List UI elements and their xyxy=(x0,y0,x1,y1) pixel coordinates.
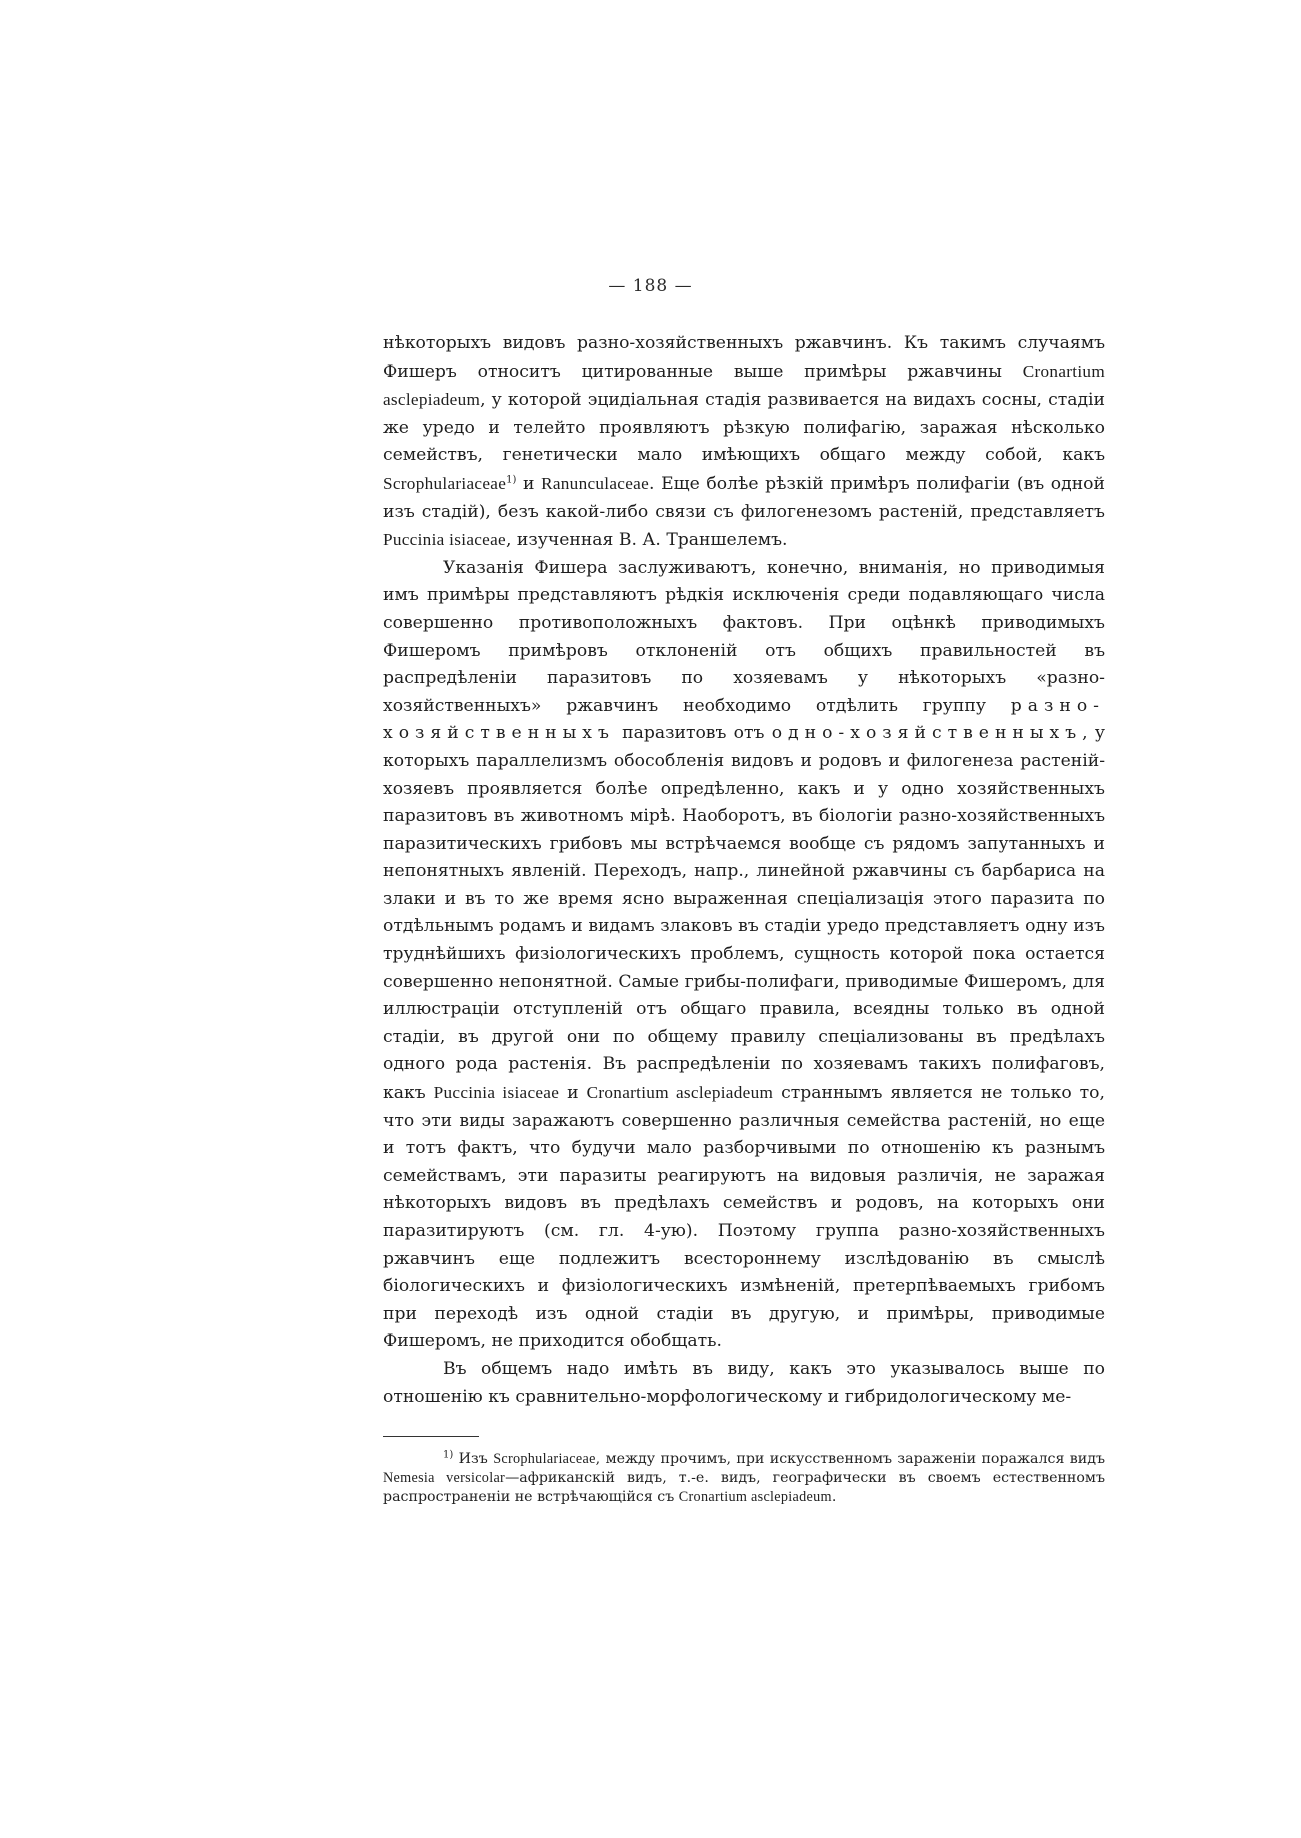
footnote xyxy=(383,1450,1105,1507)
text-run: и xyxy=(516,473,542,494)
footnote-marker: 1) xyxy=(443,1449,454,1461)
text-run: . Еще болѣе рѣзкій примѣръ полифагіи (въ одной изъ стадій), безъ какой-либо связи съ филогенезомъ растеній, представляетъ xyxy=(383,473,1105,522)
text-run: нѣкоторыхъ видовъ разно-хозяйственныхъ ржавчинъ. Къ такимъ случаямъ Фишеръ относитъ цитированные выше примѣры ржавчины xyxy=(383,333,1105,382)
text-run: , у которой эцидіальная стадія развивается на видахъ сосны, стадіи же уредо и телейто проявляютъ рѣзкую полифагію, заражая нѣсколько семействъ, генетически мало имѣющихъ общаго между собой, какъ xyxy=(383,390,1105,466)
text-run: страннымъ является не только то, что эти виды заражаютъ совершенно различныя семейства растеній, но еще и тотъ фактъ, что будучи мало разборчивыми по отношенію къ разнымъ семействамъ, эти паразиты реагируютъ на видовыя различія, не заражая нѣкоторыхъ видовъ въ предѣлахъ семействъ и родовъ, на которыхъ они паразитируютъ (см. гл. 4-ую). Поэтому группа разно-хозяйственныхъ ржавчинъ еще подлежитъ всестороннему изслѣдованію въ смыслѣ біологическихъ и физіологическихъ измѣненій, претерпѣваемыхъ грибомъ при переходѣ изъ одной стадіи въ другую, и примѣры, приводимые Фишеромъ, не приходится обобщать. xyxy=(383,1083,1105,1352)
body-text xyxy=(383,330,1105,1411)
text-run: паразитовъ отъ xyxy=(614,723,772,744)
text-run: , изученная В. А. Траншелемъ. xyxy=(505,530,788,551)
text-run: Изъ xyxy=(453,1451,494,1467)
footnote-ref: 1) xyxy=(506,474,517,486)
text-run: , между прочимъ, при искусственномъ зараженіи поражался видъ xyxy=(595,1451,1105,1467)
paragraph-fisher xyxy=(383,555,1105,1356)
text-run: и xyxy=(559,1083,587,1104)
taxon-name: Nemesia versicolar xyxy=(383,1470,506,1486)
taxon-name: Cronartium asclepiadeum xyxy=(383,361,1105,410)
text-run: , у которыхъ параллелизмъ обособленія видовъ и родовъ и филогенеза растеній-хозяевъ проявляется болѣе опредѣленно, какъ и у одно хозяйственныхъ паразитовъ въ животномъ мірѣ. Наоборотъ, въ біологіи разно-хозяйственныхъ паразитическихъ грибовъ мы встрѣчаемся вообще съ рядомъ запутанныхъ и непонятныхъ явленій. Переходъ, напр., линейной ржавчины съ барбариса на злаки и въ то же время ясно выраженная спеціализація этого паразита по отдѣльнымъ родамъ и видамъ злаковъ въ стадіи уредо представляетъ одну изъ труднѣйшихъ физіологическихъ проблемъ, сущность которой пока остается совершенно непонятной. Самые грибы-полифаги, приводимые Фишеромъ, для иллюстраціи отступленій отъ общаго правила, всеядны только въ одной стадіи, въ другой они по общему правилу спеціализованы въ предѣлахъ одного рода растенія. Въ распредѣленіи по хозяевамъ такихъ полифаговъ, какъ xyxy=(383,723,1105,1104)
paragraph-continuation xyxy=(383,330,1105,555)
text-run: . xyxy=(831,1489,837,1505)
text-run: —африканскій видъ, т.-е. видъ, географически въ своемъ естественномъ распространеніи не встрѣчающійся съ xyxy=(383,1470,1105,1505)
footnote-divider xyxy=(383,1436,479,1437)
taxon-name: Ranunculaceae xyxy=(541,473,650,493)
taxon-name: Cronartium asclepiadeum xyxy=(586,1083,774,1103)
emphasis-spaced: разно-хозяйственныхъ xyxy=(383,695,1105,744)
taxon-name: Scrophulariaceae xyxy=(383,473,507,493)
page-number: — 188 — xyxy=(608,276,693,296)
taxon-name: Puccinia isiaceae xyxy=(383,530,506,550)
taxon-name: Puccinia isiaceae xyxy=(433,1083,560,1103)
taxon-name: Cronartium asclepiadeum xyxy=(678,1489,832,1505)
text-run: Указанія Фишера заслуживаютъ, конечно, вниманія, но приводимыя имъ примѣры представляютъ рѣдкія исключенія среди подавляющаго числа совершенно противоположныхъ фактовъ. При оцѣнкѣ приводимыхъ Фишеромъ примѣровъ отклоненій отъ общихъ правильностей въ распредѣленіи паразитовъ по хозяевамъ у нѣкоторыхъ «разно-хозяйственныхъ» ржавчинъ необходимо отдѣлить группу xyxy=(383,557,1105,716)
emphasis-spaced: одно-хозяйственныхъ xyxy=(771,723,1083,744)
paragraph-general xyxy=(383,1356,1105,1411)
taxon-name: Scrophulariaceae xyxy=(493,1451,596,1467)
text-run: Въ общемъ надо имѣть въ виду, какъ это указывалось выше по отношенію къ сравнительно-морфологическому и гибридологическому ме- xyxy=(383,1358,1105,1407)
